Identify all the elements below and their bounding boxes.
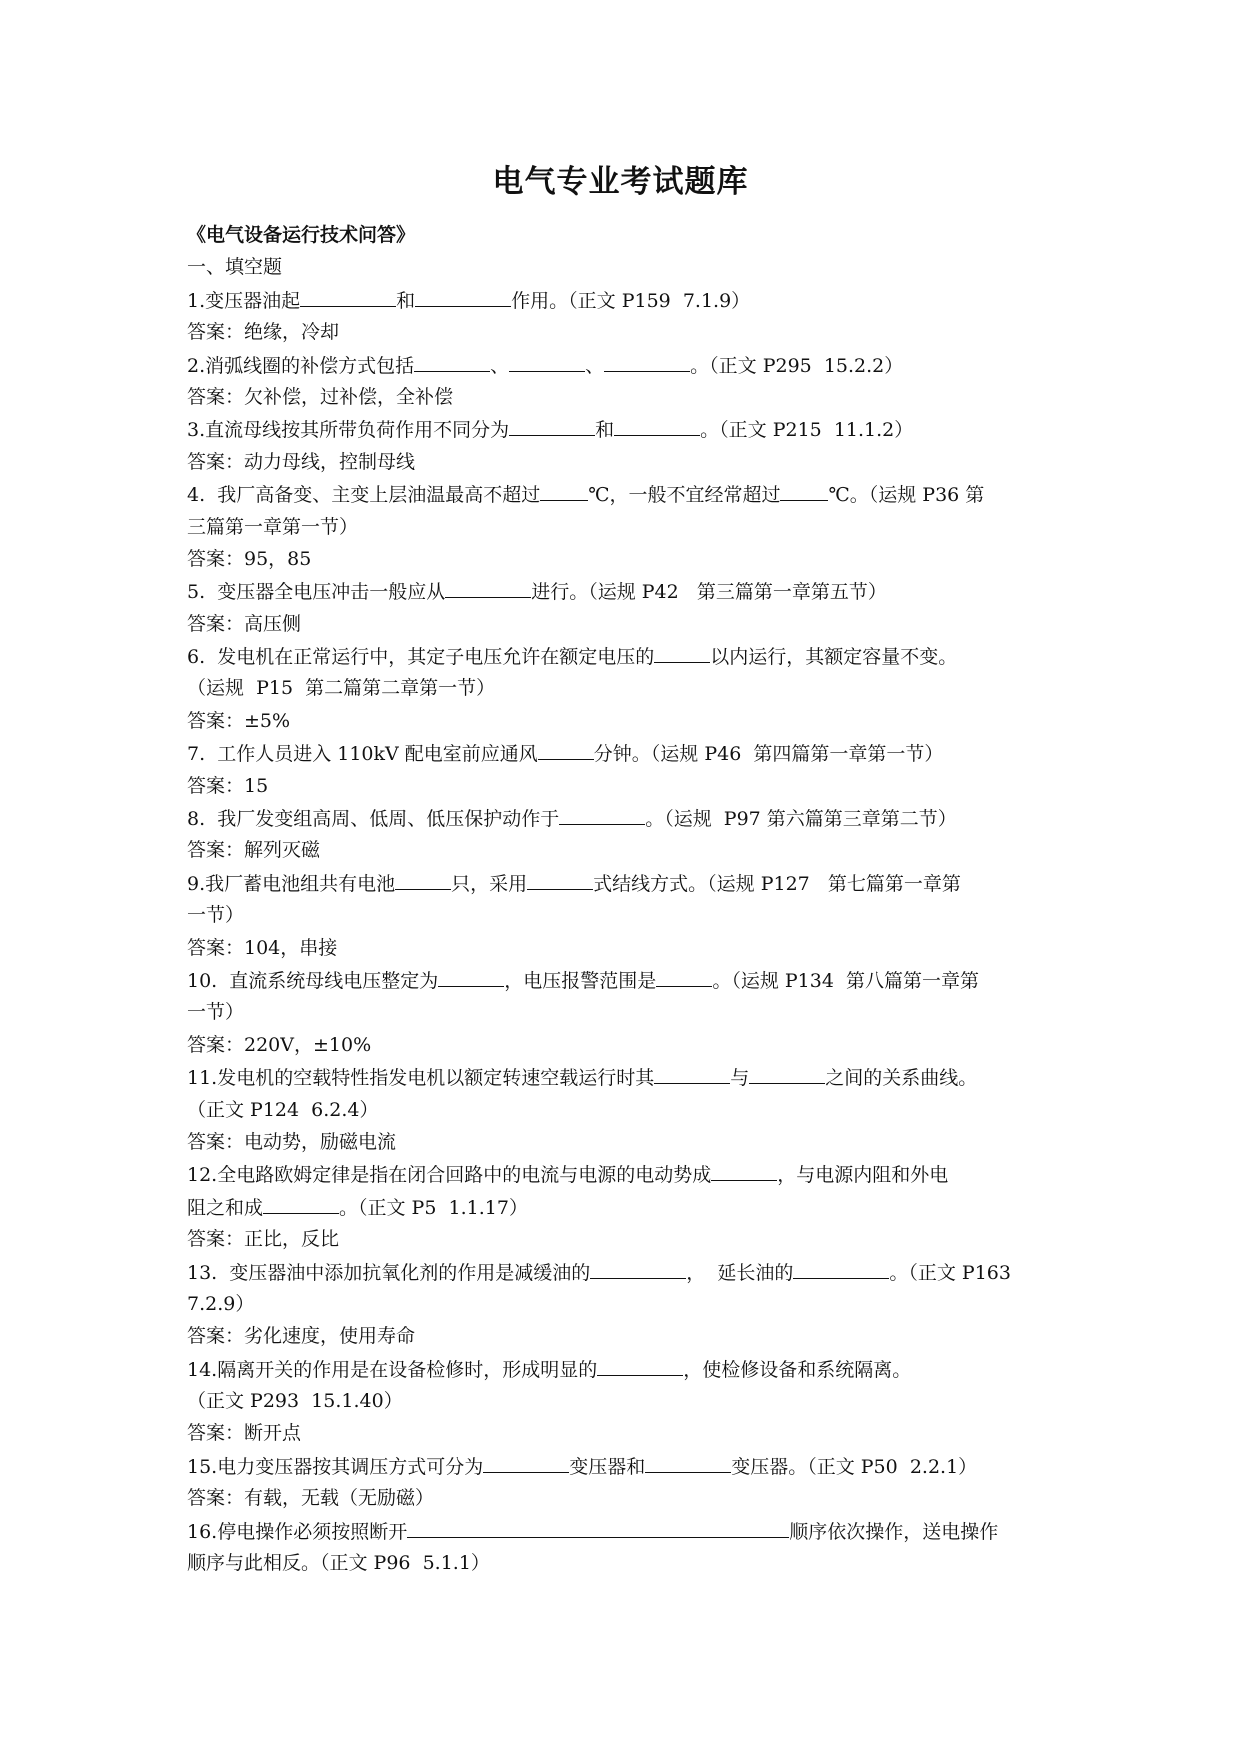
question-6-continued: （运规 P15 第二篇第二章第一节）	[187, 677, 496, 700]
answer-blank	[263, 1191, 339, 1214]
question-1: 1.变压器油起 和 作用。（正文 P159 7.1.9）	[187, 284, 1087, 316]
answer-blank	[654, 640, 710, 663]
answer-blank	[527, 867, 593, 890]
question-9: 9.我厂蓄电池组共有电池 只，采用 式结线方式。（运规 P127 第七篇第一章第	[187, 867, 1087, 899]
document-title: 电气专业考试题库	[492, 164, 749, 200]
answer-blank	[407, 1515, 789, 1538]
question-12: 12.全电路欧姆定律是指在闭合回路中的电流与电源的电动势成 ，与电源内阻和外电	[187, 1158, 1087, 1190]
answer-7: 答案：15	[187, 774, 269, 797]
answer-blank	[656, 964, 712, 987]
answer-blank	[749, 1061, 825, 1084]
answer-blank	[604, 349, 690, 372]
answer-blank	[445, 575, 531, 598]
answer-8: 答案：解列灭磁	[187, 839, 321, 862]
answer-5: 答案：高压侧	[187, 612, 302, 635]
answer-blank	[438, 964, 504, 987]
question-11: 11.发电机的空载特性指发电机以额定转速空载运行时其 与 之间的关系曲线。	[187, 1061, 1087, 1093]
answer-4: 答案：95，85	[187, 547, 312, 570]
answer-blank	[793, 1256, 889, 1279]
answer-blank	[540, 478, 588, 501]
answer-2: 答案：欠补偿，过补偿，全补偿	[187, 385, 454, 408]
question-6: 6. 发电机在正常运行中，其定子电压允许在额定电压的 以内运行，其额定容量不变。	[187, 640, 1087, 672]
question-10-continued: 一节）	[187, 1001, 245, 1024]
section-heading: 一、填空题	[187, 256, 283, 279]
answer-11: 答案：电动势，励磁电流	[187, 1130, 397, 1153]
answer-blank	[711, 1158, 777, 1181]
book-title: 《电气设备运行技术问答》	[187, 224, 416, 246]
answer-15: 答案：有载，无载（无励磁）	[187, 1487, 435, 1510]
answer-13: 答案：劣化速度，使用寿命	[187, 1325, 416, 1348]
question-8: 8. 我厂发变组高周、低周、低压保护动作于 。（运规 P97 第六篇第三章第二节）	[187, 802, 1087, 834]
question-5: 5. 变压器全电压冲击一般应从 进行。（运规 P42 第三篇第一章第五节）	[187, 575, 1087, 607]
question-11-continued: （正文 P124 6.2.4）	[187, 1098, 379, 1121]
answer-blank	[590, 1256, 686, 1279]
answer-blank	[645, 1450, 731, 1473]
answer-blank	[559, 802, 645, 825]
answer-blank	[654, 1061, 730, 1084]
document-body	[187, 219, 1087, 1579]
answer-12: 答案：正比，反比	[187, 1228, 340, 1251]
question-4-continued: 三篇第一章第一节）	[187, 515, 359, 538]
answer-14: 答案：断开点	[187, 1422, 302, 1445]
answer-9: 答案：104，串接	[187, 936, 338, 959]
answer-10: 答案：220V，±10%	[187, 1033, 372, 1056]
answer-blank	[395, 867, 451, 890]
question-7: 7. 工作人员进入 110kV 配电室前应通风 分钟。（运规 P46 第四篇第一章第一节）	[187, 737, 1087, 769]
question-2: 2.消弧线圈的补偿方式包括 、 、 。（正文 P295 15.2.2）	[187, 349, 1087, 381]
question-14-continued: （正文 P293 15.1.40）	[187, 1390, 403, 1413]
question-16-continued: 顺序与此相反。（正文 P96 5.1.1）	[187, 1552, 490, 1575]
question-4: 4. 我厂高备变、主变上层油温最高不超过 ℃，一般不宜经常超过 ℃。（运规 P36 第	[187, 478, 1087, 510]
question-16: 16.停电操作必须按照断开 顺序依次操作，送电操作	[187, 1515, 1087, 1547]
answer-blank	[780, 478, 828, 501]
question-3: 3.直流母线按其所带负荷作用不同分为 和 。（正文 P215 11.1.2）	[187, 413, 1087, 445]
answer-blank	[414, 349, 490, 372]
question-10: 10. 直流系统母线电压整定为 ，电压报警范围是 。（运规 P134 第八篇第一章第	[187, 964, 1087, 996]
answer-blank	[597, 1353, 683, 1376]
answer-blank	[614, 413, 700, 436]
answer-blank	[509, 413, 595, 436]
answer-blank	[509, 349, 585, 372]
answer-blank	[300, 284, 396, 307]
answer-6: 答案：±5%	[187, 709, 291, 732]
answer-blank	[538, 737, 594, 760]
question-13-continued: 7.2.9）	[187, 1292, 255, 1315]
question-15: 15.电力变压器按其调压方式可分为 变压器和 变压器。（正文 P50 2.2.1）	[187, 1450, 1087, 1482]
question-12-continued: 阻之和成 。（正文 P5 1.1.17）	[187, 1191, 1087, 1223]
question-13: 13. 变压器油中添加抗氧化剂的作用是减缓油的 ， 延长油的 。（正文 P163	[187, 1256, 1087, 1288]
answer-blank	[483, 1450, 569, 1473]
question-9-continued: 一节）	[187, 904, 245, 927]
answer-blank	[415, 284, 511, 307]
question-14: 14.隔离开关的作用是在设备检修时，形成明显的 ，使检修设备和系统隔离。	[187, 1353, 1087, 1385]
answer-3: 答案：动力母线，控制母线	[187, 450, 416, 473]
answer-1: 答案：绝缘，冷却	[187, 321, 340, 344]
